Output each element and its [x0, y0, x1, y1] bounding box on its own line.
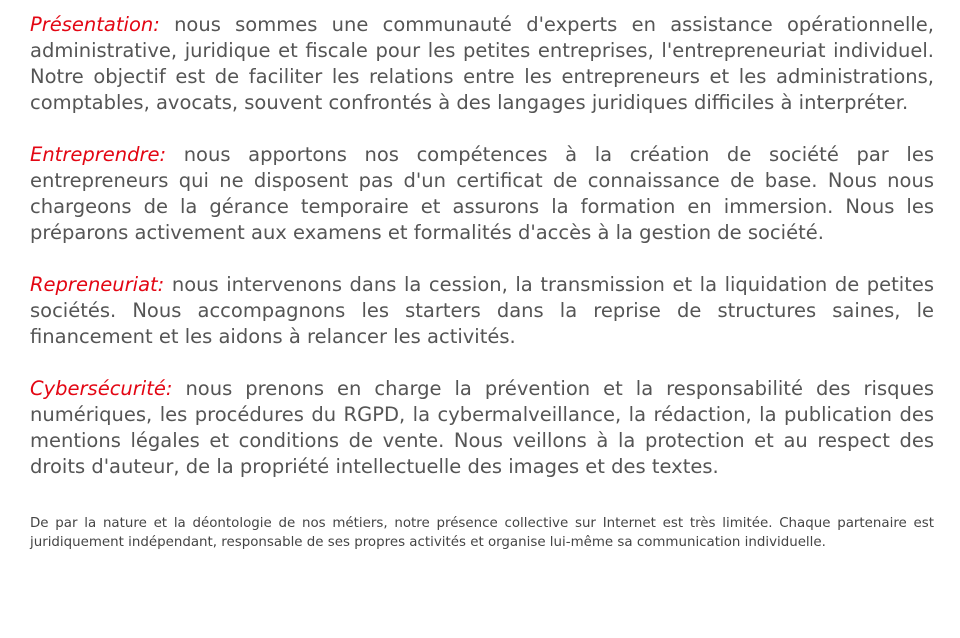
footer-note: De par la nature et la déontologie de nos métiers, notre présence collective sur Internet est très limitée. Chaque partenaire est juridiquement indépendant, responsable de ses propres activités et organise lui-même sa communication individuelle.	[30, 516, 934, 550]
section-repreneuriat	[30, 272, 934, 350]
section-presentation	[30, 12, 934, 116]
section-cybersecurite	[30, 376, 934, 480]
section-entreprendre	[30, 142, 934, 246]
section-term: Entreprendre:	[30, 143, 167, 166]
section-text: nous prenons en charge la prévention et la responsabilité des risques numériques, les procédures du RGPD, la cybermalveillance, la rédaction, la publication des mentions légales et conditions de vente. Nous veillons à la protection et au respect des droits d'auteur, de la propriété intellectuelle des images et des textes.	[30, 377, 934, 478]
section-term: Présentation:	[30, 13, 160, 36]
section-text: nous intervenons dans la cession, la transmission et la liquidation de petites sociétés. Nous accompagnons les starters dans la reprise de structures saines, le financement et les aidons à relancer les activités.	[30, 273, 934, 348]
section-term: Repreneuriat:	[30, 273, 165, 296]
section-term: Cybersécurité:	[30, 377, 173, 400]
section-text: nous apportons nos compétences à la création de société par les entrepreneurs qui ne disposent pas d'un certificat de connaissance de base. Nous nous chargeons de la gérance temporaire et assurons la formation en immersion. Nous les préparons activement aux examens et formalités d'accès à la gestion de société.	[30, 143, 934, 244]
section-text: nous sommes une communauté d'experts en assistance opérationnelle, administrative, juridique et fiscale pour les petites entreprises, l'entrepreneuriat individuel. Notre objectif est de faciliter les relations entre les entrepreneurs et les administrations, comptables, avocats, souvent confrontés à des langages juridiques difficiles à interpréter.	[30, 13, 934, 114]
main-content	[30, 12, 934, 552]
